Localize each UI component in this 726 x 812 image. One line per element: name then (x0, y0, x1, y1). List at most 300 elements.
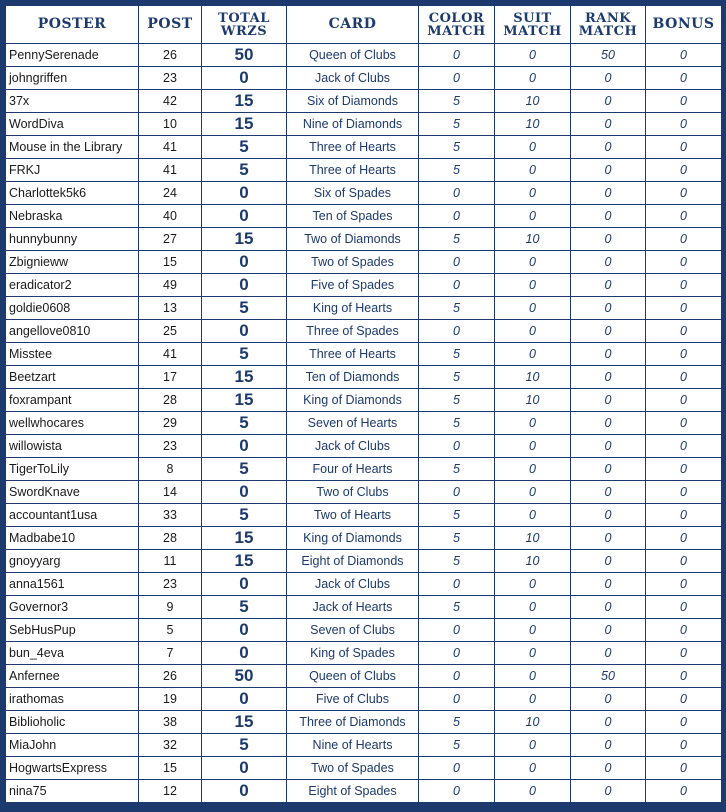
header-card: CARD (287, 6, 419, 44)
cell-card: King of Spades (287, 642, 419, 665)
cell-post: 38 (139, 711, 202, 734)
table-row (6, 159, 722, 182)
cell-bonus: 0 (646, 297, 722, 320)
cell-poster: Governor3 (6, 596, 139, 619)
table-row (6, 665, 722, 688)
cell-bonus: 0 (646, 228, 722, 251)
header-poster: POSTER (6, 6, 139, 44)
cell-rank-match: 0 (571, 504, 646, 527)
cell-bonus: 0 (646, 366, 722, 389)
cell-poster: anna1561 (6, 573, 139, 596)
cell-card: King of Diamonds (287, 527, 419, 550)
table-row (6, 343, 722, 366)
header-total-line2: WRZS (220, 23, 268, 39)
cell-card: Eight of Spades (287, 780, 419, 803)
cell-card: Jack of Hearts (287, 596, 419, 619)
cell-rank-match: 0 (571, 642, 646, 665)
cell-card: Jack of Clubs (287, 67, 419, 90)
table-row (6, 734, 722, 757)
table-row (6, 297, 722, 320)
cell-post: 10 (139, 113, 202, 136)
cell-color-match: 0 (419, 619, 495, 642)
cell-bonus: 0 (646, 642, 722, 665)
cell-bonus: 0 (646, 780, 722, 803)
cell-suit-match: 0 (495, 44, 571, 67)
cell-color-match: 0 (419, 435, 495, 458)
cell-suit-match: 0 (495, 504, 571, 527)
cell-color-match: 0 (419, 481, 495, 504)
cell-bonus: 0 (646, 182, 722, 205)
cell-total-wrzs: 15 (202, 113, 287, 136)
cell-suit-match: 10 (495, 366, 571, 389)
cell-color-match: 0 (419, 67, 495, 90)
cell-poster: irathomas (6, 688, 139, 711)
cell-total-wrzs: 15 (202, 550, 287, 573)
cell-rank-match: 0 (571, 435, 646, 458)
cell-color-match: 5 (419, 343, 495, 366)
cell-poster: Charlottek5k6 (6, 182, 139, 205)
cell-bonus: 0 (646, 550, 722, 573)
cell-poster: Zbignieww (6, 251, 139, 274)
cell-color-match: 0 (419, 688, 495, 711)
header-bonus: BONUS (646, 6, 722, 44)
cell-total-wrzs: 15 (202, 389, 287, 412)
cell-suit-match: 0 (495, 596, 571, 619)
cell-color-match: 0 (419, 780, 495, 803)
header-rank-line1: RANK (584, 10, 632, 26)
header-suit-match (495, 6, 571, 44)
cell-total-wrzs: 5 (202, 734, 287, 757)
cell-bonus: 0 (646, 389, 722, 412)
cell-post: 11 (139, 550, 202, 573)
cell-poster: goldie0608 (6, 297, 139, 320)
cell-total-wrzs: 5 (202, 504, 287, 527)
cell-total-wrzs: 0 (202, 251, 287, 274)
cell-rank-match: 0 (571, 67, 646, 90)
cell-poster: WordDiva (6, 113, 139, 136)
cell-suit-match: 0 (495, 159, 571, 182)
cell-total-wrzs: 0 (202, 573, 287, 596)
header-color-line1: COLOR (428, 10, 485, 26)
cell-poster: angellove0810 (6, 320, 139, 343)
header-total-line1: TOTAL (218, 10, 270, 26)
cell-card: Three of Diamonds (287, 711, 419, 734)
cell-poster: Mouse in the Library (6, 136, 139, 159)
cell-rank-match: 0 (571, 412, 646, 435)
cell-total-wrzs: 5 (202, 343, 287, 366)
cell-total-wrzs: 5 (202, 412, 287, 435)
cell-total-wrzs: 0 (202, 619, 287, 642)
cell-total-wrzs: 5 (202, 458, 287, 481)
cell-color-match: 0 (419, 182, 495, 205)
cell-color-match: 5 (419, 504, 495, 527)
table-row (6, 67, 722, 90)
cell-bonus: 0 (646, 412, 722, 435)
table-row (6, 596, 722, 619)
table-row (6, 573, 722, 596)
cell-color-match: 0 (419, 274, 495, 297)
cell-suit-match: 10 (495, 228, 571, 251)
scores-table (5, 5, 722, 803)
cell-color-match: 5 (419, 412, 495, 435)
cell-poster: MiaJohn (6, 734, 139, 757)
cell-bonus: 0 (646, 90, 722, 113)
cell-color-match: 5 (419, 136, 495, 159)
cell-total-wrzs: 0 (202, 320, 287, 343)
cell-bonus: 0 (646, 573, 722, 596)
cell-post: 7 (139, 642, 202, 665)
cell-poster: hunnybunny (6, 228, 139, 251)
cell-color-match: 0 (419, 44, 495, 67)
cell-bonus: 0 (646, 320, 722, 343)
cell-card: Two of Clubs (287, 481, 419, 504)
cell-card: Two of Hearts (287, 504, 419, 527)
cell-poster: SwordKnave (6, 481, 139, 504)
cell-poster: Beetzart (6, 366, 139, 389)
cell-suit-match: 0 (495, 780, 571, 803)
cell-post: 26 (139, 665, 202, 688)
cell-color-match: 5 (419, 527, 495, 550)
cell-total-wrzs: 50 (202, 44, 287, 67)
cell-post: 17 (139, 366, 202, 389)
cell-rank-match: 0 (571, 274, 646, 297)
cell-post: 9 (139, 596, 202, 619)
cell-post: 24 (139, 182, 202, 205)
cell-poster: nina75 (6, 780, 139, 803)
cell-card: Eight of Diamonds (287, 550, 419, 573)
cell-card: Six of Diamonds (287, 90, 419, 113)
cell-poster: johngriffen (6, 67, 139, 90)
cell-rank-match: 0 (571, 159, 646, 182)
cell-total-wrzs: 0 (202, 182, 287, 205)
cell-post: 15 (139, 757, 202, 780)
cell-poster: accountant1usa (6, 504, 139, 527)
cell-card: Two of Spades (287, 757, 419, 780)
cell-card: Nine of Hearts (287, 734, 419, 757)
cell-post: 14 (139, 481, 202, 504)
cell-rank-match: 0 (571, 734, 646, 757)
cell-poster: Madbabe10 (6, 527, 139, 550)
cell-color-match: 0 (419, 573, 495, 596)
cell-post: 19 (139, 688, 202, 711)
cell-rank-match: 0 (571, 251, 646, 274)
cell-rank-match: 0 (571, 458, 646, 481)
cell-color-match: 5 (419, 297, 495, 320)
cell-total-wrzs: 15 (202, 527, 287, 550)
cell-post: 28 (139, 527, 202, 550)
cell-total-wrzs: 5 (202, 297, 287, 320)
cell-total-wrzs: 0 (202, 757, 287, 780)
header-rank-match (571, 6, 646, 44)
cell-color-match: 5 (419, 734, 495, 757)
table-row (6, 550, 722, 573)
header-total-wrzs (202, 6, 287, 44)
cell-total-wrzs: 0 (202, 435, 287, 458)
table-row (6, 136, 722, 159)
cell-bonus: 0 (646, 343, 722, 366)
cell-suit-match: 10 (495, 527, 571, 550)
cell-poster: willowista (6, 435, 139, 458)
cell-color-match: 5 (419, 159, 495, 182)
cell-color-match: 5 (419, 228, 495, 251)
cell-poster: Misstee (6, 343, 139, 366)
cell-post: 23 (139, 435, 202, 458)
table-row (6, 619, 722, 642)
cell-post: 42 (139, 90, 202, 113)
cell-rank-match: 0 (571, 389, 646, 412)
cell-card: Five of Spades (287, 274, 419, 297)
cell-poster: PennySerenade (6, 44, 139, 67)
cell-suit-match: 0 (495, 297, 571, 320)
table-row (6, 228, 722, 251)
cell-suit-match: 10 (495, 113, 571, 136)
cell-total-wrzs: 15 (202, 366, 287, 389)
cell-rank-match: 0 (571, 688, 646, 711)
cell-post: 15 (139, 251, 202, 274)
cell-post: 41 (139, 159, 202, 182)
table-row (6, 481, 722, 504)
cell-bonus: 0 (646, 205, 722, 228)
cell-poster: Biblioholic (6, 711, 139, 734)
cell-suit-match: 0 (495, 481, 571, 504)
cell-rank-match: 0 (571, 711, 646, 734)
header-post: POST (139, 6, 202, 44)
cell-poster: 37x (6, 90, 139, 113)
cell-card: Nine of Diamonds (287, 113, 419, 136)
cell-post: 32 (139, 734, 202, 757)
cell-post: 27 (139, 228, 202, 251)
cell-total-wrzs: 0 (202, 67, 287, 90)
cell-card: Three of Spades (287, 320, 419, 343)
table-row (6, 274, 722, 297)
cell-card: Queen of Clubs (287, 44, 419, 67)
cell-rank-match: 50 (571, 44, 646, 67)
cell-total-wrzs: 5 (202, 596, 287, 619)
cell-rank-match: 0 (571, 366, 646, 389)
cell-color-match: 0 (419, 205, 495, 228)
cell-color-match: 5 (419, 550, 495, 573)
cell-rank-match: 0 (571, 757, 646, 780)
cell-rank-match: 0 (571, 297, 646, 320)
cell-card: Six of Spades (287, 182, 419, 205)
cell-poster: TigerToLily (6, 458, 139, 481)
cell-total-wrzs: 15 (202, 228, 287, 251)
cell-poster: FRKJ (6, 159, 139, 182)
cell-suit-match: 10 (495, 389, 571, 412)
cell-total-wrzs: 0 (202, 688, 287, 711)
cell-bonus: 0 (646, 596, 722, 619)
cell-post: 12 (139, 780, 202, 803)
table-row (6, 688, 722, 711)
cell-suit-match: 10 (495, 550, 571, 573)
cell-bonus: 0 (646, 481, 722, 504)
table-row (6, 182, 722, 205)
cell-rank-match: 0 (571, 136, 646, 159)
cell-rank-match: 0 (571, 780, 646, 803)
cell-rank-match: 0 (571, 343, 646, 366)
cell-card: Seven of Hearts (287, 412, 419, 435)
cell-poster: bun_4eva (6, 642, 139, 665)
table-row (6, 205, 722, 228)
cell-total-wrzs: 15 (202, 711, 287, 734)
table-row (6, 780, 722, 803)
cell-color-match: 5 (419, 366, 495, 389)
cell-poster: wellwhocares (6, 412, 139, 435)
cell-card: Three of Hearts (287, 159, 419, 182)
cell-post: 41 (139, 343, 202, 366)
table-row (6, 711, 722, 734)
cell-color-match: 0 (419, 665, 495, 688)
cell-suit-match: 0 (495, 435, 571, 458)
table-row (6, 435, 722, 458)
cell-suit-match: 0 (495, 251, 571, 274)
cell-post: 23 (139, 67, 202, 90)
cell-total-wrzs: 0 (202, 481, 287, 504)
cell-rank-match: 0 (571, 90, 646, 113)
cell-suit-match: 0 (495, 458, 571, 481)
cell-card: Queen of Clubs (287, 665, 419, 688)
table-row (6, 44, 722, 67)
cell-total-wrzs: 15 (202, 90, 287, 113)
table-row (6, 113, 722, 136)
cell-bonus: 0 (646, 527, 722, 550)
cell-rank-match: 0 (571, 320, 646, 343)
cell-post: 40 (139, 205, 202, 228)
cell-poster: HogwartsExpress (6, 757, 139, 780)
cell-poster: SebHusPup (6, 619, 139, 642)
cell-card: Ten of Diamonds (287, 366, 419, 389)
cell-poster: gnoyyarg (6, 550, 139, 573)
cell-total-wrzs: 5 (202, 159, 287, 182)
cell-total-wrzs: 5 (202, 136, 287, 159)
cell-color-match: 0 (419, 757, 495, 780)
header-row (6, 6, 722, 44)
cell-suit-match: 0 (495, 320, 571, 343)
cell-suit-match: 0 (495, 619, 571, 642)
cell-suit-match: 0 (495, 757, 571, 780)
cell-bonus: 0 (646, 159, 722, 182)
cell-post: 33 (139, 504, 202, 527)
cell-suit-match: 0 (495, 274, 571, 297)
cell-color-match: 0 (419, 642, 495, 665)
cell-bonus: 0 (646, 251, 722, 274)
cell-suit-match: 0 (495, 412, 571, 435)
cell-poster: Anfernee (6, 665, 139, 688)
cell-rank-match: 0 (571, 619, 646, 642)
cell-color-match: 0 (419, 251, 495, 274)
header-suit-line1: SUIT (513, 10, 552, 26)
cell-total-wrzs: 0 (202, 274, 287, 297)
cell-card: Three of Hearts (287, 343, 419, 366)
cell-card: Ten of Spades (287, 205, 419, 228)
table-row (6, 757, 722, 780)
cell-color-match: 5 (419, 113, 495, 136)
cell-card: Jack of Clubs (287, 435, 419, 458)
cell-poster: Nebraska (6, 205, 139, 228)
table-row (6, 389, 722, 412)
header-suit-line2: MATCH (503, 23, 562, 39)
cell-post: 23 (139, 573, 202, 596)
cell-poster: foxrampant (6, 389, 139, 412)
cell-bonus: 0 (646, 67, 722, 90)
cell-card: Seven of Clubs (287, 619, 419, 642)
cell-bonus: 0 (646, 757, 722, 780)
cell-color-match: 5 (419, 389, 495, 412)
cell-total-wrzs: 50 (202, 665, 287, 688)
table-row (6, 412, 722, 435)
cell-bonus: 0 (646, 274, 722, 297)
cell-post: 13 (139, 297, 202, 320)
cell-bonus: 0 (646, 688, 722, 711)
header-rank-line2: MATCH (578, 23, 638, 39)
cell-suit-match: 0 (495, 734, 571, 757)
cell-card: King of Diamonds (287, 389, 419, 412)
cell-card: Five of Clubs (287, 688, 419, 711)
cell-suit-match: 0 (495, 136, 571, 159)
cell-suit-match: 0 (495, 642, 571, 665)
table-row (6, 251, 722, 274)
cell-bonus: 0 (646, 435, 722, 458)
cell-rank-match: 0 (571, 182, 646, 205)
cell-rank-match: 0 (571, 205, 646, 228)
cell-suit-match: 10 (495, 90, 571, 113)
cell-color-match: 0 (419, 320, 495, 343)
cell-card: Jack of Clubs (287, 573, 419, 596)
cell-card: King of Hearts (287, 297, 419, 320)
cell-total-wrzs: 0 (202, 780, 287, 803)
cell-bonus: 0 (646, 665, 722, 688)
cell-post: 28 (139, 389, 202, 412)
table-row (6, 320, 722, 343)
cell-color-match: 5 (419, 90, 495, 113)
cell-suit-match: 10 (495, 711, 571, 734)
cell-suit-match: 0 (495, 205, 571, 228)
table-row (6, 642, 722, 665)
cell-card: Three of Hearts (287, 136, 419, 159)
cell-rank-match: 50 (571, 665, 646, 688)
table-row (6, 366, 722, 389)
cell-suit-match: 0 (495, 182, 571, 205)
cell-post: 8 (139, 458, 202, 481)
cell-suit-match: 0 (495, 67, 571, 90)
cell-rank-match: 0 (571, 596, 646, 619)
cell-rank-match: 0 (571, 527, 646, 550)
cell-color-match: 5 (419, 711, 495, 734)
table-row (6, 504, 722, 527)
cell-rank-match: 0 (571, 573, 646, 596)
cell-bonus: 0 (646, 734, 722, 757)
cell-total-wrzs: 0 (202, 642, 287, 665)
cell-total-wrzs: 0 (202, 205, 287, 228)
cell-card: Four of Hearts (287, 458, 419, 481)
cell-post: 29 (139, 412, 202, 435)
cell-bonus: 0 (646, 504, 722, 527)
cell-suit-match: 0 (495, 343, 571, 366)
header-color-match (419, 6, 495, 44)
table-row (6, 527, 722, 550)
table-row (6, 90, 722, 113)
cell-bonus: 0 (646, 44, 722, 67)
cell-suit-match: 0 (495, 573, 571, 596)
cell-post: 41 (139, 136, 202, 159)
cell-bonus: 0 (646, 711, 722, 734)
cell-card: Two of Diamonds (287, 228, 419, 251)
cell-post: 26 (139, 44, 202, 67)
cell-rank-match: 0 (571, 481, 646, 504)
cell-rank-match: 0 (571, 550, 646, 573)
cell-post: 5 (139, 619, 202, 642)
cell-post: 49 (139, 274, 202, 297)
